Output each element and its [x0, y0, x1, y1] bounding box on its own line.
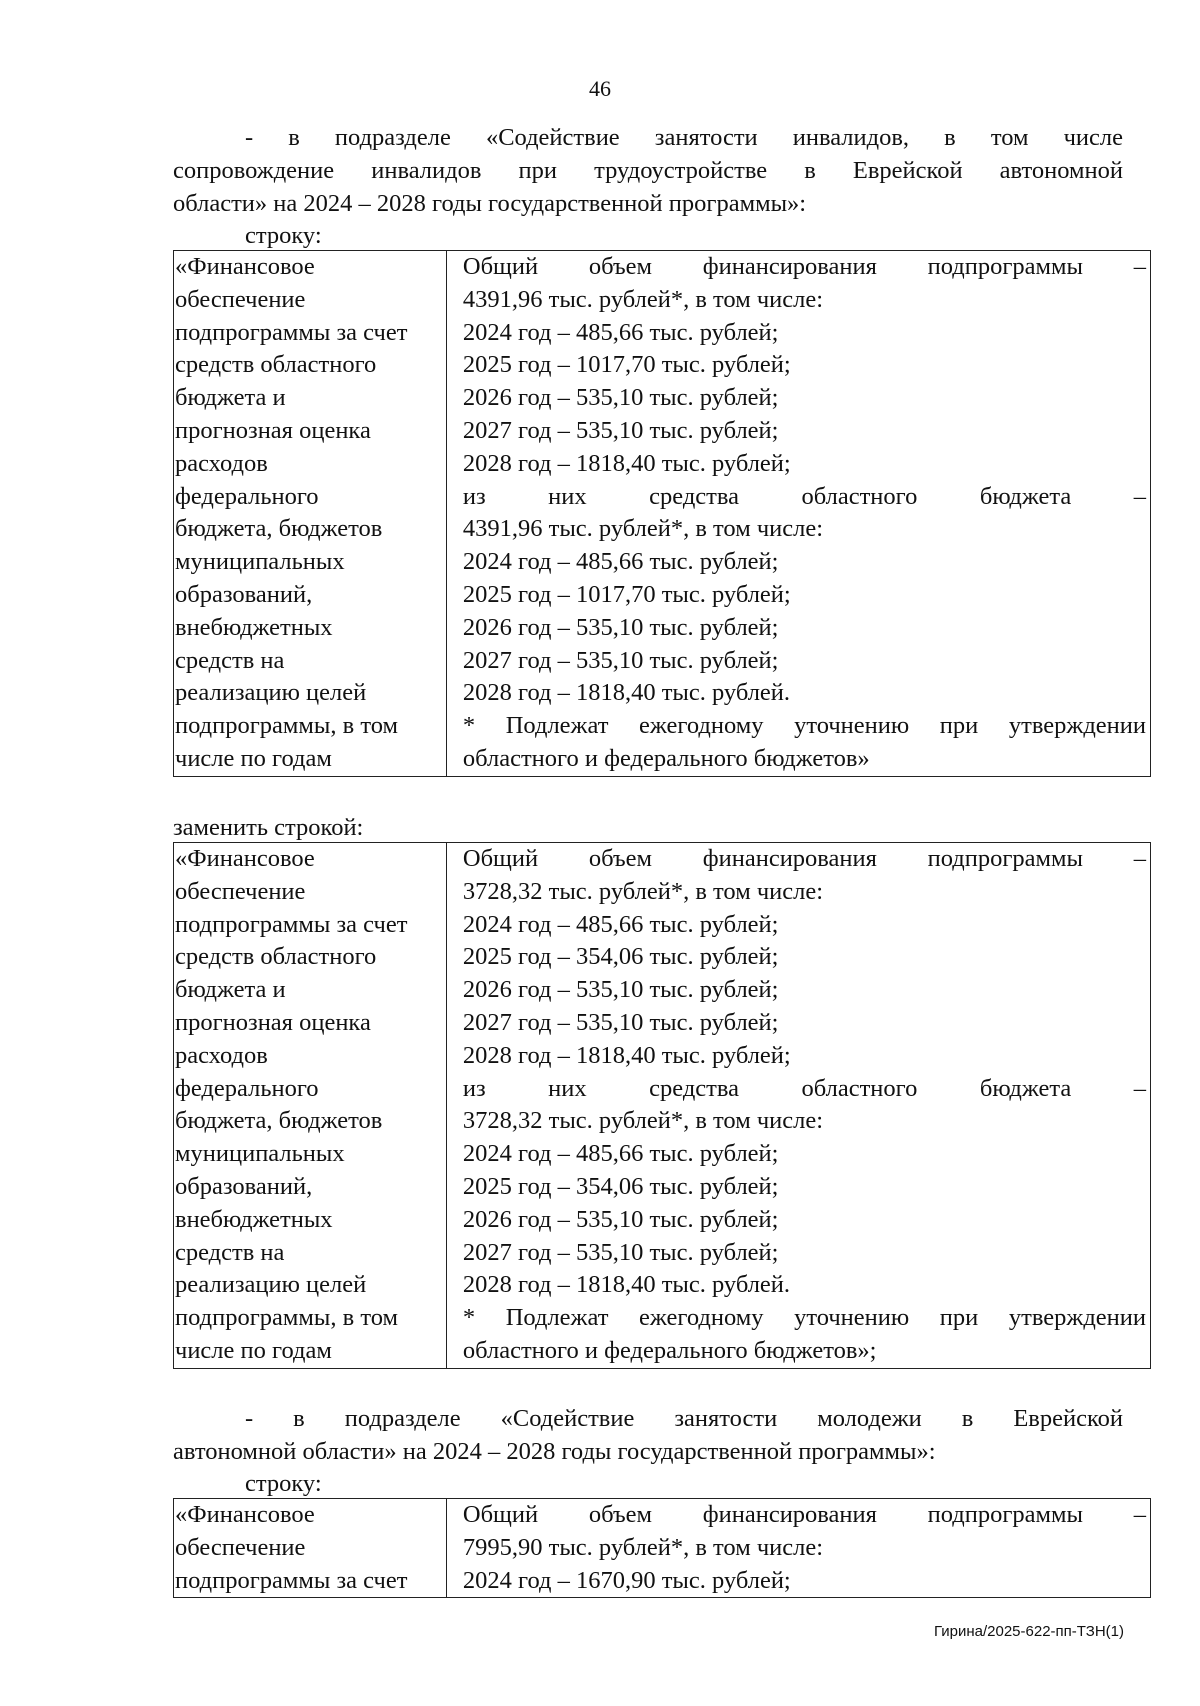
cell-line: 2025 год – 1017,70 тыс. рублей; — [462, 351, 791, 379]
cell-line: из них средства областного бюджета – — [462, 1074, 1146, 1102]
cell-line: числе по годам — [175, 1336, 332, 1364]
cell-line: 2024 год – 485,66 тыс. рублей; — [462, 318, 779, 346]
cell-line: 2024 год – 485,66 тыс. рублей; — [462, 548, 779, 576]
cell-line: внебюджетных — [175, 1205, 333, 1233]
cell-line: Общий объем финансирования подпрограммы – — [462, 253, 1146, 280]
section1-paragraph — [173, 122, 1123, 220]
cell-line: средств на — [175, 646, 285, 674]
cell-line: подпрограммы за счет — [175, 318, 408, 346]
cell-line: бюджета и — [175, 976, 286, 1004]
cell-line: 2028 год – 1818,40 тыс. рублей. — [462, 1271, 791, 1299]
cell-line: федерального — [175, 1074, 319, 1102]
table-new-left-cell — [174, 843, 447, 1369]
cell-line: реализацию целей — [175, 679, 367, 707]
cell-line: из них средства областного бюджета – — [462, 482, 1146, 510]
cell-line: 2024 год – 485,66 тыс. рублей; — [462, 1140, 779, 1168]
cell-line: 2026 год – 535,10 тыс. рублей; — [462, 976, 779, 1004]
section2-paragraph — [173, 1403, 1123, 1469]
cell-line: 2026 год – 535,10 тыс. рублей; — [462, 384, 779, 412]
cell-line: Общий объем финансирования подпрограммы – — [462, 1501, 1146, 1528]
section2-line-1: - в подразделе «Содействие занятости молодежи в Еврейской — [245, 1405, 1123, 1432]
replace-label: заменить строкой: — [173, 814, 364, 841]
cell-line: «Финансовое — [175, 253, 315, 280]
cell-line: * Подлежат ежегодному уточнению при утверждении — [462, 1304, 1146, 1332]
cell-line: подпрограммы, в том — [175, 712, 398, 740]
table-new — [173, 842, 1151, 1369]
cell-line: 2028 год – 1818,40 тыс. рублей. — [462, 679, 791, 707]
section1-line-3: области» на 2024 – 2028 годы государственной программы»: — [173, 189, 807, 217]
cell-line: 7995,90 тыс. рублей*, в том числе: — [462, 1533, 824, 1561]
cell-line: средств на — [175, 1238, 285, 1266]
cell-line: 2026 год – 535,10 тыс. рублей; — [462, 613, 779, 641]
table-third — [173, 1498, 1151, 1598]
cell-line: обеспечение — [175, 877, 306, 905]
cell-line: расходов — [175, 449, 268, 477]
cell-line: 4391,96 тыс. рублей*, в том числе: — [462, 515, 824, 543]
table-old-right-cell — [446, 251, 1150, 777]
table-third-left-cell — [174, 1499, 447, 1598]
table-new-row — [174, 843, 1151, 1369]
cell-line: * Подлежат ежегодному уточнению при утверждении — [462, 712, 1146, 740]
cell-line: областного и федерального бюджетов» — [462, 744, 870, 772]
cell-line: подпрограммы, в том — [175, 1304, 398, 1332]
cell-line: 2025 год – 1017,70 тыс. рублей; — [462, 580, 791, 608]
cell-line: муниципальных — [175, 1140, 345, 1168]
cell-line: 4391,96 тыс. рублей*, в том числе: — [462, 285, 824, 313]
cell-line: прогнозная оценка — [175, 416, 371, 444]
cell-line: внебюджетных — [175, 613, 333, 641]
cell-line: 2027 год – 535,10 тыс. рублей; — [462, 646, 779, 674]
cell-line: 2025 год – 354,06 тыс. рублей; — [462, 1172, 779, 1200]
cell-line: обеспечение — [175, 285, 306, 313]
cell-line: 2027 год – 535,10 тыс. рублей; — [462, 1238, 779, 1266]
cell-line: Общий объем финансирования подпрограммы – — [462, 845, 1146, 872]
cell-line: «Финансовое — [175, 845, 315, 872]
cell-line: 2028 год – 1818,40 тыс. рублей; — [462, 449, 791, 477]
section1-line-1: - в подразделе «Содействие занятости инвалидов, в том числе — [245, 124, 1123, 151]
table-old-row — [174, 251, 1151, 777]
cell-line: федерального — [175, 482, 319, 510]
cell-line: «Финансовое — [175, 1501, 315, 1528]
cell-line: подпрограммы за счет — [175, 1566, 408, 1594]
cell-line: образований, — [175, 1172, 313, 1200]
cell-line: бюджета, бюджетов — [175, 1107, 383, 1135]
table-third-right-cell — [446, 1499, 1150, 1598]
footer-document-code: Гирина/2025-622-пп-ТЗН(1) — [933, 1623, 1124, 1640]
cell-line: 3728,32 тыс. рублей*, в том числе: — [462, 877, 824, 905]
cell-line: бюджета и — [175, 384, 286, 412]
cell-line: обеспечение — [175, 1533, 306, 1561]
section2-row-label: строку: — [245, 1470, 322, 1497]
section1-row-label: строку: — [245, 222, 322, 249]
cell-line: числе по годам — [175, 744, 332, 772]
page-number: 46 — [589, 76, 611, 101]
cell-line: расходов — [175, 1041, 268, 1069]
cell-line: подпрограммы за счет — [175, 910, 408, 938]
section1-line-2: сопровождение инвалидов при трудоустройстве в Еврейской автономной — [173, 156, 1123, 184]
table-new-right-cell — [446, 843, 1150, 1369]
cell-line: 2027 год – 535,10 тыс. рублей; — [462, 416, 779, 444]
cell-line: 2025 год – 354,06 тыс. рублей; — [462, 943, 779, 971]
cell-line: средств областного — [175, 351, 377, 379]
table-old — [173, 250, 1151, 777]
cell-line: 2024 год – 1670,90 тыс. рублей; — [462, 1566, 791, 1594]
cell-line: реализацию целей — [175, 1271, 367, 1299]
cell-line: 2028 год – 1818,40 тыс. рублей; — [462, 1041, 791, 1069]
cell-line: средств областного — [175, 943, 377, 971]
cell-line: образований, — [175, 580, 313, 608]
cell-line: прогнозная оценка — [175, 1008, 371, 1036]
section2-line-2: автономной области» на 2024 – 2028 годы государственной программы»: — [173, 1437, 936, 1465]
cell-line: 2027 год – 535,10 тыс. рублей; — [462, 1008, 779, 1036]
table-third-row — [174, 1499, 1151, 1598]
cell-line: областного и федерального бюджетов»; — [462, 1336, 877, 1364]
cell-line: 2024 год – 485,66 тыс. рублей; — [462, 910, 779, 938]
cell-line: 2026 год – 535,10 тыс. рублей; — [462, 1205, 779, 1233]
cell-line: 3728,32 тыс. рублей*, в том числе: — [462, 1107, 824, 1135]
table-old-left-cell — [174, 251, 447, 777]
cell-line: бюджета, бюджетов — [175, 515, 383, 543]
cell-line: муниципальных — [175, 548, 345, 576]
